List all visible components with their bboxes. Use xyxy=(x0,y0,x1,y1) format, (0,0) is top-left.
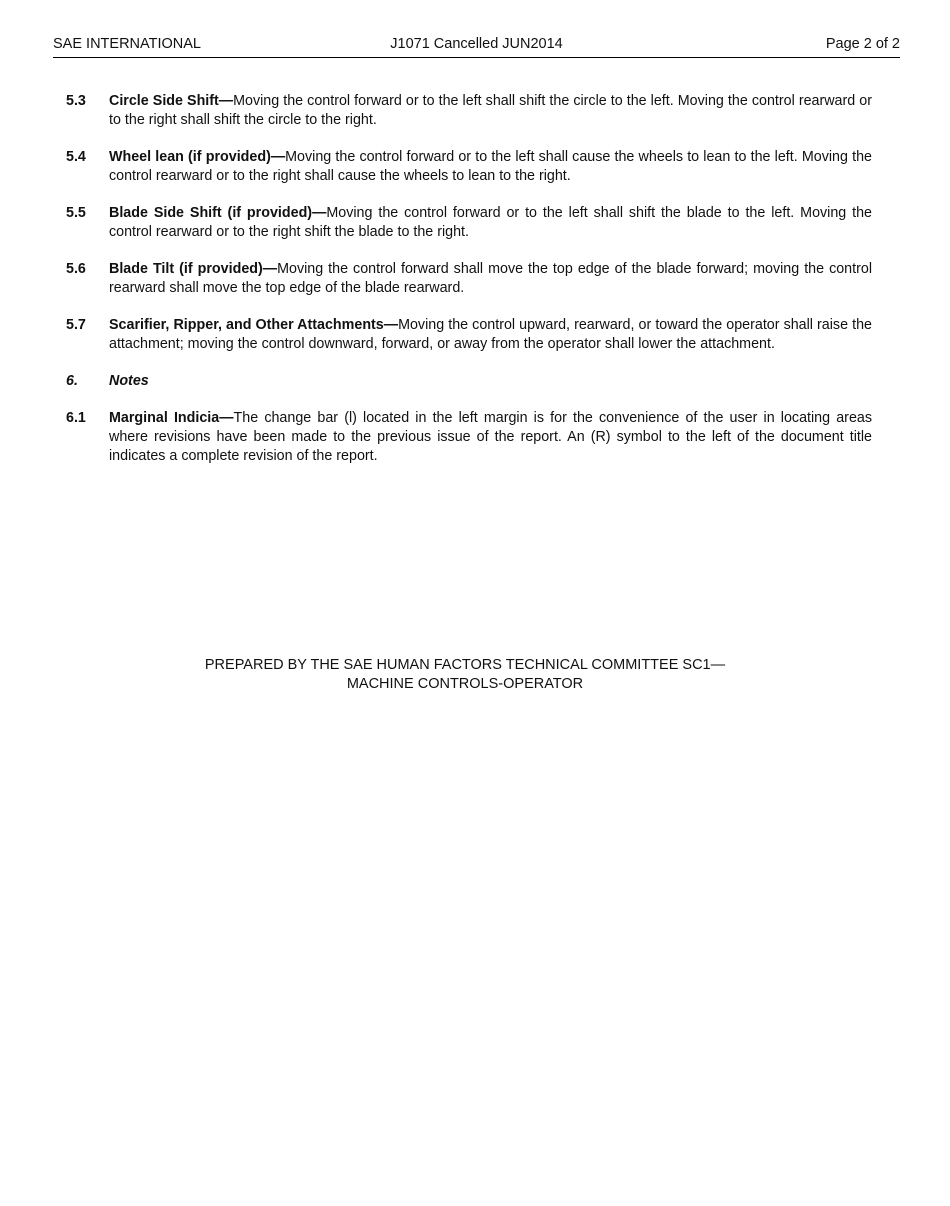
section-number: 6. xyxy=(66,373,78,389)
paragraph-title: Marginal Indicia— xyxy=(109,410,234,426)
paragraph-text: Moving the control forward shall move the top edge of the blade forward; moving the control rearward shall move the top edge of the blade rearward. xyxy=(109,261,872,296)
paragraph-text: Moving the control forward or to the left shall shift the circle to the left. Moving the control rearward or to the right shall shift the circle to the right. xyxy=(109,93,872,128)
header-document-id: J1071 Cancelled JUN2014 xyxy=(390,36,563,52)
prepared-by-note xyxy=(0,656,930,694)
paragraph-title: Scarifier, Ripper, and Other Attachments— xyxy=(109,317,399,333)
paragraph-title: Circle Side Shift— xyxy=(109,93,234,109)
paragraph-5-6 xyxy=(66,260,872,298)
paragraph-title: Blade Side Shift (if provided)— xyxy=(109,205,327,221)
paragraph-5-5 xyxy=(66,204,872,242)
paragraph-5-4 xyxy=(66,148,872,186)
paragraph-number: 5.4 xyxy=(66,149,86,165)
paragraph-number: 5.7 xyxy=(66,317,86,333)
paragraph-text: Moving the control upward, rearward, or toward the operator shall raise the attachment; moving the control downward, forward, or away from the operator shall lower the attachment. xyxy=(109,317,872,352)
paragraph-title: Blade Tilt (if provided)— xyxy=(109,261,278,277)
paragraph-number: 5.5 xyxy=(66,205,86,221)
paragraph-text: Moving the control forward or to the left shall cause the wheels to lean to the left. Moving the control rearward or to the right shall cause the wheels to lean to the right. xyxy=(109,149,872,184)
paragraph-number: 6.1 xyxy=(66,410,86,426)
paragraph-text: Moving the control forward or to the left shall shift the blade to the left. Moving the control rearward or to the right shift the blade to the right. xyxy=(109,205,873,240)
page-header xyxy=(53,35,900,58)
paragraph-5-7 xyxy=(66,316,872,354)
paragraph-text: The change bar (l) located in the left margin is for the convenience of the user in locating areas where revisions have been made to the previous issue of the report. An (R) symbol to the left of the document title indicates a complete revision of the report. xyxy=(109,410,872,464)
paragraph-5-3 xyxy=(66,92,872,130)
prepared-by-line-2: MACHINE CONTROLS-OPERATOR xyxy=(346,676,584,692)
section-heading-notes xyxy=(66,372,872,391)
document-body xyxy=(66,92,872,484)
header-page-number: Page 2 of 2 xyxy=(825,36,900,52)
paragraph-6-1 xyxy=(66,409,872,466)
paragraph-number: 5.6 xyxy=(66,261,86,277)
paragraph-title: Wheel lean (if provided)— xyxy=(109,149,286,165)
paragraph-number: 5.3 xyxy=(66,93,86,109)
header-organization: SAE INTERNATIONAL xyxy=(53,36,201,52)
section-title: Notes xyxy=(109,373,149,389)
prepared-by-line-1: PREPARED BY THE SAE HUMAN FACTORS TECHNICAL COMMITTEE SC1— xyxy=(204,657,726,673)
